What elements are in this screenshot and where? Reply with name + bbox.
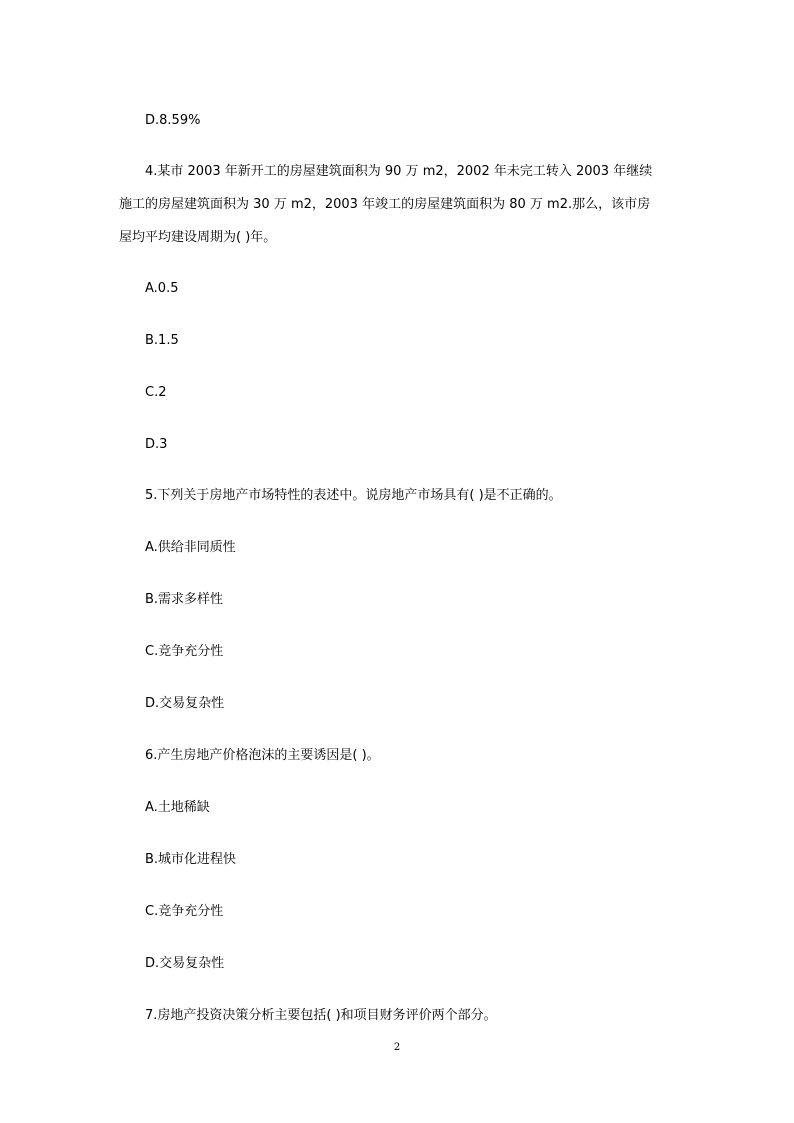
q6-text: 6.产生房地产价格泡沫的主要诱因是( )。 [145, 748, 380, 763]
q4-text-line-1: 4.某市 2003 年新开工的房屋建筑面积为 90 万 m2，2002 年未完工转入 2003 年继续 [145, 164, 653, 179]
q4-option-a: A.0.5 [145, 281, 179, 296]
q6-option-c: C.竞争充分性 [145, 904, 224, 919]
q7-text: 7.房地产投资决策分析主要包括( )和项目财务评价两个部分。 [145, 1008, 497, 1023]
q5-option-a: A.供给非同质性 [145, 540, 236, 555]
q5-option-d: D.交易复杂性 [145, 696, 225, 711]
q5-option-c: C.竞争充分性 [145, 644, 224, 659]
q4-text-line-2: 施工的房屋建筑面积为 30 万 m2，2003 年竣工的房屋建筑面积为 80 万 m2.那么，该市房 [119, 197, 651, 212]
q4-option-d: D.3 [145, 437, 168, 452]
q3-option-d: D.8.59% [145, 113, 201, 128]
q6-option-b: B.城市化进程快 [145, 852, 237, 867]
q6-option-d: D.交易复杂性 [145, 956, 225, 971]
q4-option-c: C.2 [145, 385, 167, 400]
q6-option-a: A.土地稀缺 [145, 800, 210, 815]
page-number: 2 [393, 1042, 401, 1053]
q4-text-line-3: 屋均平均建设周期为( )年。 [119, 230, 277, 245]
q4-option-b: B.1.5 [145, 333, 179, 348]
q5-option-b: B.需求多样性 [145, 592, 224, 607]
q5-text: 5.下列关于房地产市场特性的表述中。说房地产市场具有( )是不正确的。 [145, 488, 562, 503]
